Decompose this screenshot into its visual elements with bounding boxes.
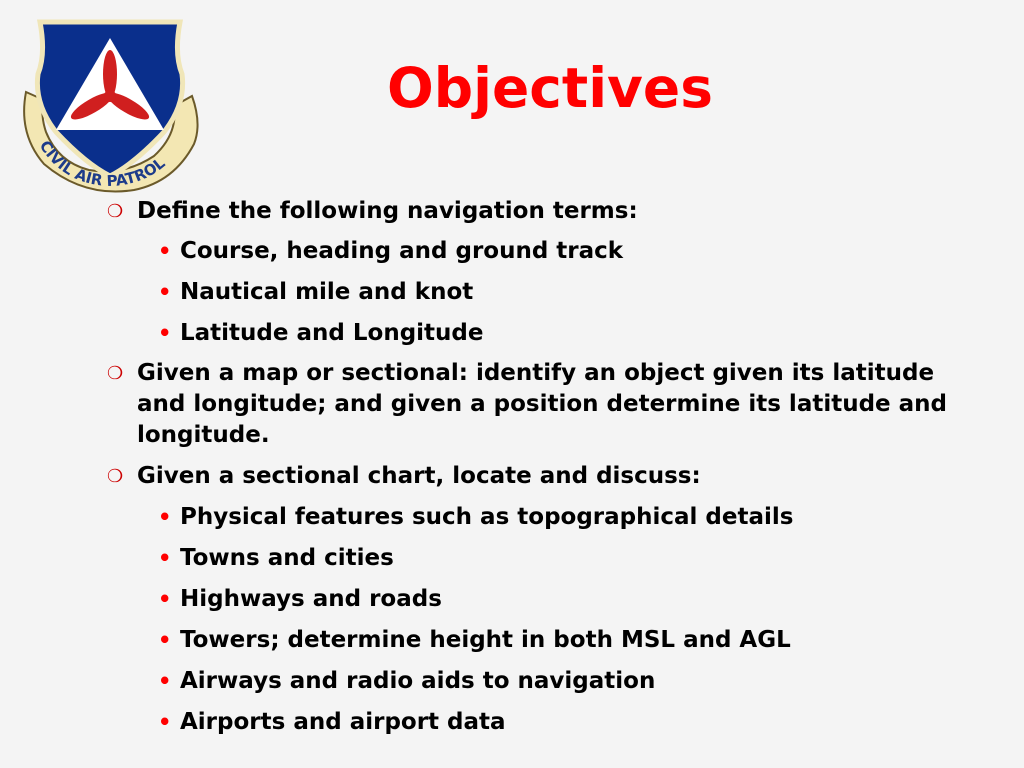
list-item-text: Given a sectional chart, locate and discuss:	[137, 463, 701, 489]
list-item	[158, 666, 656, 697]
list-item	[158, 707, 506, 738]
list-item-text: Given a map or sectional: identify an object given its latitude and longitude; and given a position determine its latitude and longitude.	[137, 360, 948, 448]
bullet-icon: •	[158, 239, 172, 263]
bullet-icon: ❍	[107, 201, 124, 222]
bullet-icon: ❍	[107, 466, 124, 487]
bullet-icon: •	[158, 321, 172, 345]
list-item	[107, 461, 701, 492]
list-item-text: Towns and cities	[180, 545, 394, 571]
bullet-icon: •	[158, 710, 172, 734]
list-item	[158, 502, 794, 533]
bullet-icon: •	[158, 546, 172, 570]
list-item-text: Airports and airport data	[180, 709, 506, 735]
list-item	[107, 196, 638, 227]
list-item	[158, 584, 442, 615]
list-item	[107, 358, 967, 451]
list-item	[158, 318, 484, 349]
list-item-text: Airways and radio aids to navigation	[180, 668, 656, 694]
bullet-icon: •	[158, 669, 172, 693]
list-item	[158, 277, 474, 308]
list-item-text: Physical features such as topographical details	[180, 504, 794, 530]
bullet-icon: •	[158, 628, 172, 652]
list-item	[158, 543, 394, 574]
bullet-icon: •	[158, 587, 172, 611]
list-item-text: Course, heading and ground track	[180, 238, 624, 264]
bullet-icon: •	[158, 280, 172, 304]
list-item-text: Nautical mile and knot	[180, 279, 474, 305]
list-item-text: Highways and roads	[180, 586, 442, 612]
bullet-icon: •	[158, 505, 172, 529]
list-item	[158, 625, 791, 656]
list-item-text: Latitude and Longitude	[180, 320, 484, 346]
list-item	[158, 236, 624, 267]
logo-text: CIVIL AIR PATROL	[35, 137, 169, 191]
bullet-icon: ❍	[107, 363, 124, 384]
list-item-text: Define the following navigation terms:	[137, 198, 638, 224]
slide-title: Objectives	[387, 56, 713, 120]
list-item-text: Towers; determine height in both MSL and AGL	[180, 627, 791, 653]
